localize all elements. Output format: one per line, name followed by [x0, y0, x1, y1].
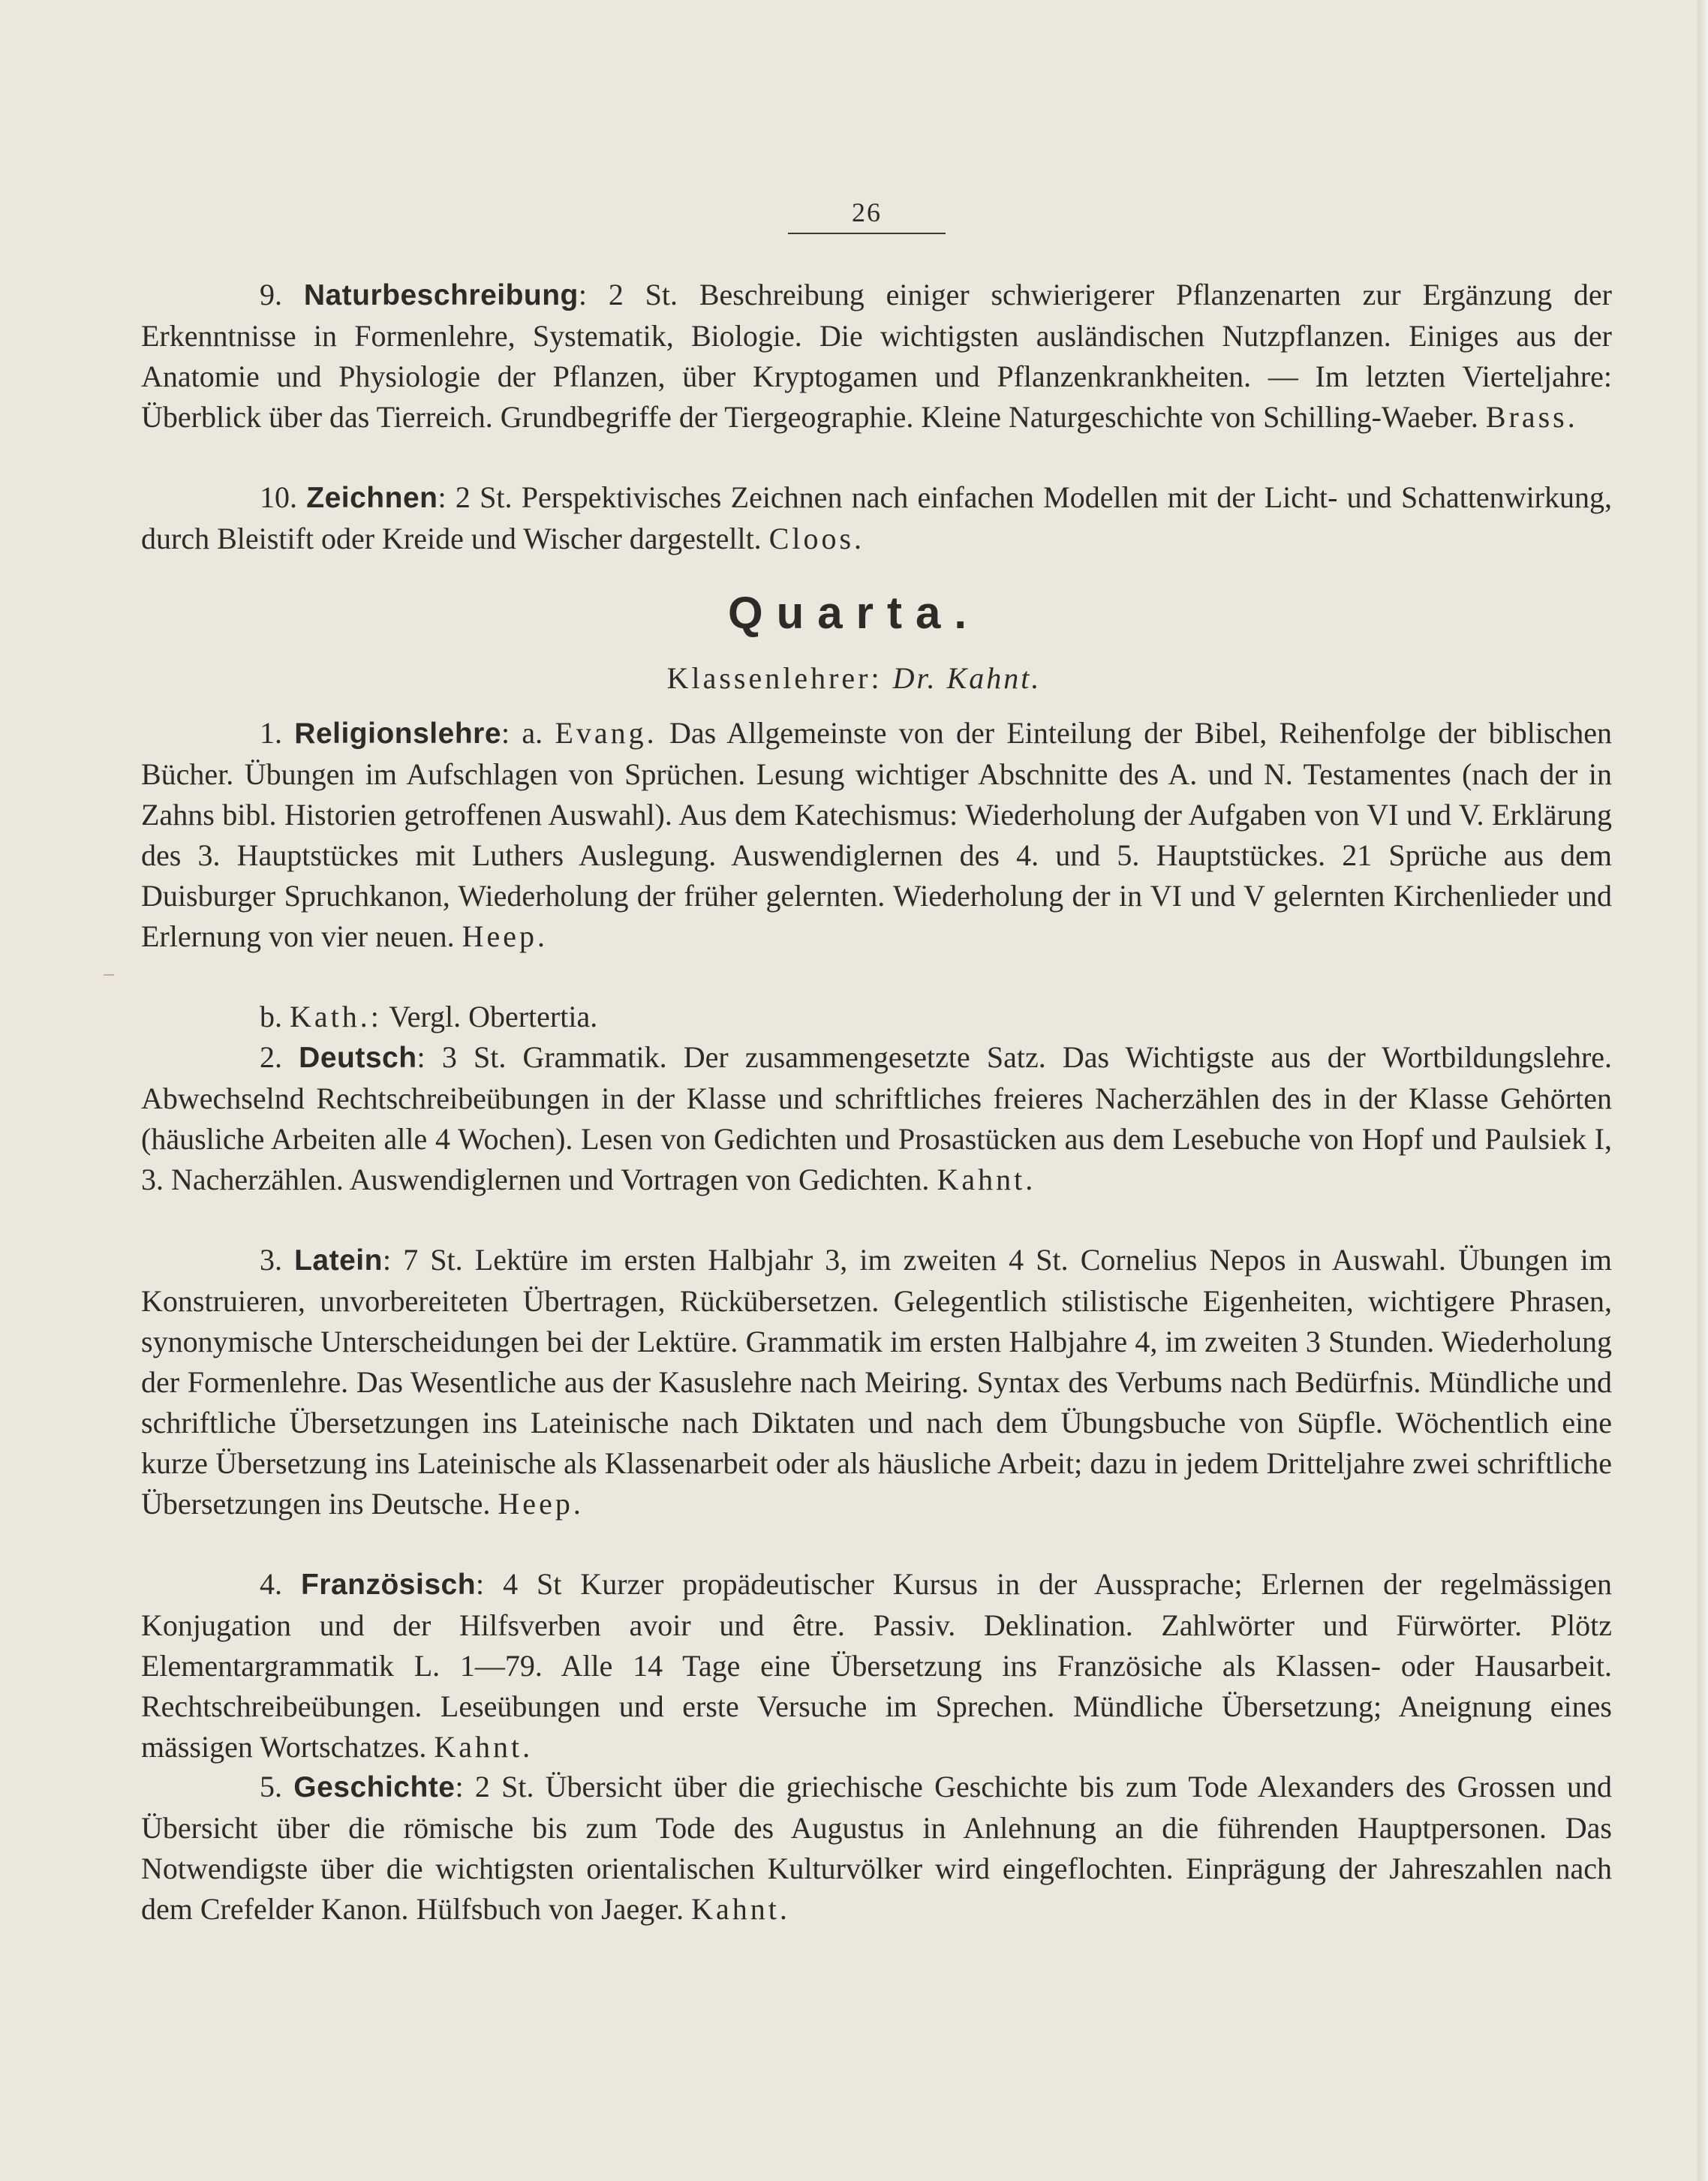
item-number: 1.: [260, 716, 282, 750]
sub-label-spaced: Kath.:: [290, 1000, 382, 1033]
heading-separator: :: [501, 716, 510, 750]
item-number: 2.: [260, 1040, 282, 1074]
page-number: 26: [852, 197, 882, 227]
class-teacher-name: Dr. Kahnt.: [892, 661, 1042, 695]
teacher-name: Brass.: [1485, 400, 1578, 434]
page-edge: [1697, 0, 1708, 2181]
heading-separator: :: [455, 1770, 464, 1803]
item-number: 10.: [260, 480, 297, 514]
teacher-name: Kahnt.: [691, 1892, 790, 1926]
teacher-name: Kahnt.: [434, 1730, 534, 1764]
heading-separator: :: [438, 480, 447, 514]
subject-heading: Latein: [294, 1244, 383, 1277]
sub-label: b.: [260, 1000, 282, 1033]
subject-text: 2 St. Perspektivisches Zeichnen nach einfachen Modellen mit der Licht- und Schattenwirkung, durch Bleistift oder Kreide und Wischer dargestellt.: [141, 480, 1613, 555]
subject-heading: Geschichte: [293, 1771, 456, 1803]
item-number: 4.: [260, 1567, 282, 1601]
subject-geschichte: [141, 1767, 1612, 1930]
heading-separator: :: [578, 278, 588, 311]
margin-mark: [104, 974, 114, 976]
class-teacher-line: [0, 660, 1708, 696]
teacher-name: Heep.: [498, 1487, 584, 1521]
subject-heading: Deutsch: [299, 1042, 417, 1074]
item-number: 3.: [260, 1243, 282, 1277]
subject-heading: Naturbeschreibung: [303, 279, 579, 311]
subject-text: 4 St Kurzer propädeutischer Kursus in der Aussprache; Erlernen der regelmässigen Konjugation und der Hilfsverben avoir und être. Passiv. Deklination. Zahlwörter und Fürwörter. Plötz Elementargrammatik L. 1—79. Alle 14 Tage eine Übersetzung ins Französiche als Klassen- oder Hausarbeit. Rechtschreibeübungen. Leseübungen und erste Versuche im Sprechen. Mündliche Übersetzung; Aneignung eines mässigen Wortschatzes.: [141, 1567, 1613, 1764]
subject-text: 2 St. Übersicht über die griechische Geschichte bis zum Tode Alexanders des Grossen und Übersicht über die römische bis zum Tode des Augustus in Anlehnung an die führenden Hauptpersonen. Das Notwendigste über die wichtigsten orientalischen Kulturvölker wird eingeflochten. Einprägung der Jahreszahlen nach dem Crefelder Kanon. Hülfsbuch von Jaeger.: [141, 1770, 1613, 1926]
heading-separator: :: [476, 1567, 485, 1601]
subject-zeichnen: [141, 477, 1612, 559]
subject-latein: [141, 1240, 1612, 1524]
subject-religionslehre: [141, 713, 1612, 957]
sub-label: a.: [522, 716, 543, 750]
page-number-rule: [788, 233, 946, 234]
item-number: 9.: [260, 278, 282, 311]
subject-heading: Französisch: [300, 1569, 477, 1601]
subject-text: Das Allgemeinste von der Einteilung der Bibel, Reihenfolge der biblischen Bücher. Übungen im Aufschlagen von Sprüchen. Lesung wichtiger Abschnitte des A. und N. Testamentes (nach der in Zahns bibl. Historien getroffenen Auswahl). Aus dem Katechismus: Wiederholung der Aufgaben von VI und V. Erklärung des 3. Hauptstückes mit Luthers Auslegung. Auswendiglernen des 4. und 5. Hauptstückes. 21 Sprüche aus dem Duisburger Spruchkanon, Wiederholung der früher gelernten. Wiederholung der in VI und V gelernten Kirchenlieder und Erlernung von vier neuen.: [141, 716, 1613, 953]
subject-franzoesisch: [141, 1564, 1612, 1767]
subject-heading: Zeichnen: [306, 482, 438, 514]
teacher-name: Heep.: [462, 919, 549, 953]
subject-heading: Religionslehre: [294, 717, 502, 750]
teacher-name: Cloos.: [768, 522, 865, 555]
subject-text: 2 St. Beschreibung einiger schwierigerer Pflanzenarten zur Ergänzung der Erkenntnisse in Formenlehre, Systematik, Biologie. Die wichtigsten ausländischen Nutzpflanzen. Einiges aus der Anatomie und Physiologie der Pflanzen, über Kryptogamen und Pflanzenkrankheiten. — Im letzten Vierteljahre: Überblick über das Tierreich. Grundbegriffe der Tiergeographie. Kleine Naturgeschichte von Schilling-Waeber.: [141, 278, 1613, 434]
heading-separator: :: [416, 1040, 425, 1074]
teacher-name: Kahnt.: [937, 1163, 1036, 1196]
subject-text: 3 St. Grammatik. Der zusammengesetzte Satz. Das Wichtigste aus der Wortbildungslehre. Abwechselnd Rechtschreibeübungen in der Klasse und schriftliches freieres Nacherzählen des in der Klasse Gehörten (häusliche Arbeiten alle 4 Wochen). Lesen von Gedichten und Prosastücken aus dem Lesebuche von Hopf und Paulsiek I, 3. Nacherzählen. Auswendiglernen und Vortragen von Gedichten.: [141, 1040, 1613, 1196]
subject-text: Vergl. Obertertia.: [389, 1000, 598, 1033]
subject-religionslehre-kath: [141, 997, 1612, 1037]
heading-separator: :: [382, 1243, 392, 1277]
sub-label-spaced: Evang.: [555, 716, 657, 750]
subject-text: 7 St. Lektüre im ersten Halbjahr 3, im zweiten 4 St. Cornelius Nepos in Auswahl. Übungen im Konstruieren, unvorbereiteten Übertragen, Rückübersetzen. Gelegentlich stilistische Eigenheiten, wichtigere Phrasen, synonymische Unterscheidungen bei der Lektüre. Grammatik im ersten Halbjahre 4, im zweiten 3 Stunden. Wiederholung der Formenlehre. Das Wesentliche aus der Kasuslehre nach Meiring. Syntax des Verbums nach Bedürfnis. Mündliche und schriftliche Übersetzungen ins Lateinische nach Diktaten und nach dem Übungsbuche von Süpfle. Wöchentlich eine kurze Übersetzung ins Lateinische als Klassenarbeit oder als häusliche Arbeit; dazu in jedem Dritteljahre zwei schriftliche Übersetzungen ins Deutsche.: [141, 1243, 1613, 1521]
class-teacher-label: Klassenlehrer:: [666, 661, 883, 695]
section-heading: Quarta.: [727, 588, 981, 638]
subject-deutsch: [141, 1037, 1612, 1200]
subject-naturbeschreibung: [141, 275, 1612, 438]
item-number: 5.: [260, 1770, 282, 1803]
